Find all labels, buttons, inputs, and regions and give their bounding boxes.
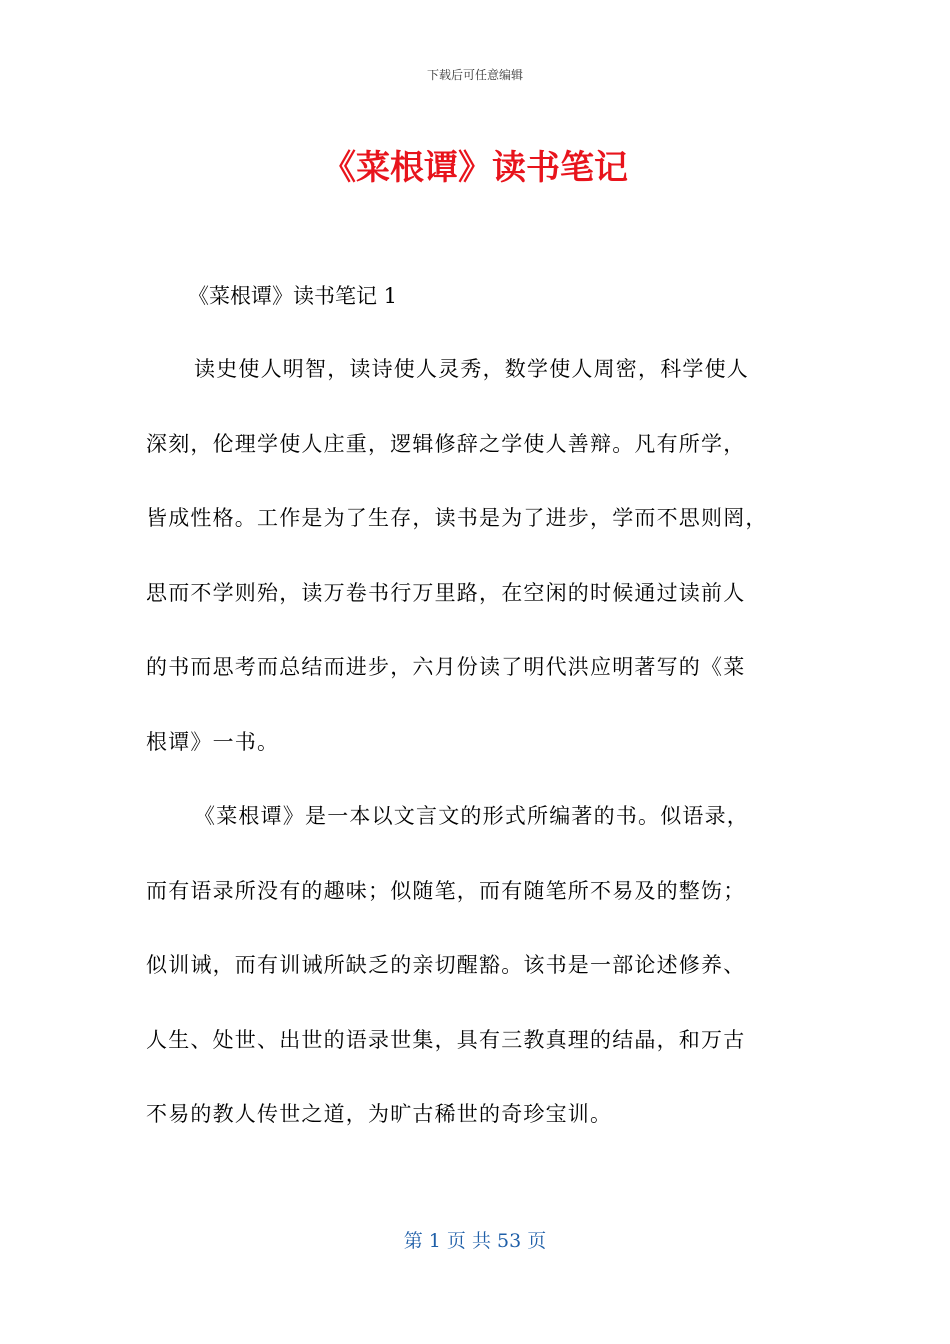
document-body (146, 270, 806, 1163)
paragraph-line: 人生、处世、出世的语录世集，具有三教真理的结晶，和万古 (146, 1027, 746, 1052)
page-number: 第 1 页 共 53 页 (403, 1230, 547, 1252)
paragraph-1 (146, 343, 806, 790)
paragraph-line: 《菜根谭》是一本以文言文的形式所编著的书。似语录， (194, 804, 749, 828)
paragraph-line: 的书而思考而总结而进步，六月份读了明代洪应明著写的《菜 (146, 655, 746, 679)
section-heading: 《菜根谭》读书笔记 1 (188, 284, 398, 308)
paragraph-line: 不易的教人传世之道，为旷古稀世的奇珍宝训。 (146, 1102, 613, 1126)
paragraph-line: 似训诫，而有训诫所缺乏的亲切醒豁。该书是一部论述修养、 (146, 953, 746, 977)
document-title: 《菜根谭》读书笔记 (322, 148, 628, 188)
paragraph-line: 读史使人明智，读诗使人灵秀，数学使人周密，科学使人 (194, 357, 749, 381)
paragraph-line: 而有语录所没有的趣味；似随笔，而有随笔所不易及的整饬； (146, 878, 746, 903)
paragraph-2 (146, 790, 806, 1163)
paragraph-line: 根谭》一书。 (146, 729, 280, 754)
paragraph-line: 深刻，伦理学使人庄重，逻辑修辞之学使人善辩。凡有所学， (146, 431, 746, 456)
header-note: 下载后可任意编辑 (426, 68, 523, 82)
paragraph-line: 思而不学则殆，读万卷书行万里路，在空闲的时候通过读前人 (146, 580, 746, 605)
paragraph-line: 皆成性格。工作是为了生存，读书是为了进步，学而不思则罔， (146, 506, 768, 530)
